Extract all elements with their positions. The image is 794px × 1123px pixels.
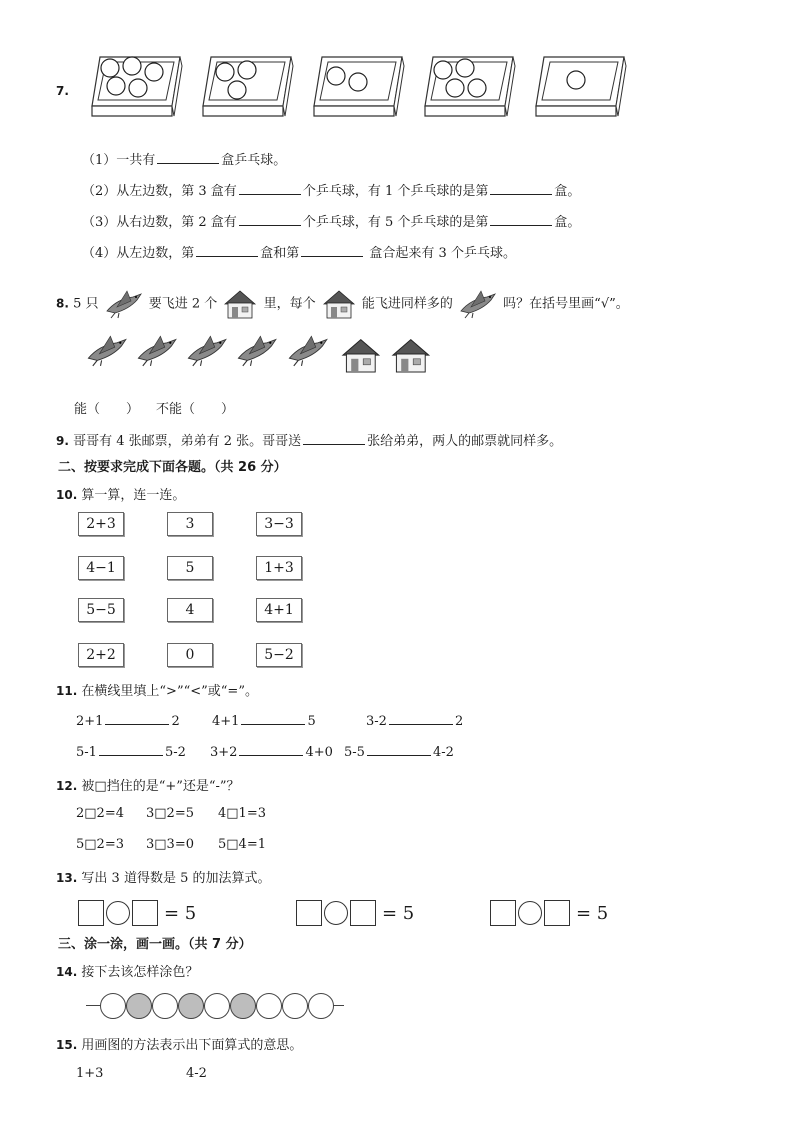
pingpong-ball <box>434 61 452 79</box>
q7-line2: （2）从左边数，第 3 盒有 个乒乓球，有 1 个乒乓球的是第 盒。 <box>82 184 581 199</box>
q11-number: 11. <box>56 684 78 698</box>
answer-square[interactable] <box>544 900 570 926</box>
q14-line: 14. 接下去该怎样涂色？ <box>56 965 199 980</box>
q7-line4: （4）从左边数，第 盒和第 盒合起来有 3 个乒乓球。 <box>82 246 516 261</box>
pingpong-ball <box>327 67 345 85</box>
pingpong-ball <box>238 61 256 79</box>
house-icon <box>388 336 434 378</box>
q8-can[interactable]: 能（ ） <box>74 402 140 417</box>
pingpong-ball <box>446 79 464 97</box>
card-left[interactable]: 4−1 <box>78 556 124 580</box>
q11-item: 5-5 4-2 <box>344 745 454 760</box>
bead-shaded[interactable] <box>178 993 204 1019</box>
pingpong-ball <box>123 57 141 75</box>
pingpong-ball <box>129 79 147 97</box>
section-3-title: 三、涂一涂，画一画。（共 7 分） <box>58 937 252 952</box>
bird-icon <box>84 334 130 374</box>
pingpong-ball <box>456 59 474 77</box>
pingpong-ball <box>567 71 585 89</box>
answer-square[interactable] <box>350 900 376 926</box>
q7-number: 7. <box>56 84 69 98</box>
q8-cannot[interactable]: 不能（ ） <box>156 402 235 417</box>
bird-icon <box>285 334 331 374</box>
bead-row <box>100 993 340 1019</box>
q7-line3: （3）从右边数，第 2 盒有 个乒乓球，有 5 个乒乓球的是第 盒。 <box>82 215 581 230</box>
pingpong-boxes <box>90 52 650 127</box>
card-left[interactable]: 5−5 <box>78 598 124 622</box>
bird-icon <box>457 289 499 319</box>
answer-square[interactable] <box>490 900 516 926</box>
q9-line: 9. 哥哥有 4 张邮票，弟弟有 2 张。哥哥送 张给弟弟，两人的邮票就同样多。 <box>56 434 563 449</box>
bird-icon <box>234 334 280 374</box>
house-icon <box>338 336 384 378</box>
q11-item: 4+1 5 <box>212 714 316 729</box>
card-mid[interactable]: 5 <box>167 556 213 580</box>
bead-empty[interactable] <box>282 993 308 1019</box>
two-houses <box>338 336 434 382</box>
q7-line1: （1）一共有 盒乒乓球。 <box>82 153 287 168</box>
q11-item: 5-1 5-2 <box>76 745 186 760</box>
q11-item: 3+2 4+0 <box>210 745 333 760</box>
card-right[interactable]: 4+1 <box>256 598 302 622</box>
pingpong-ball <box>145 63 163 81</box>
operator-circle[interactable] <box>518 901 542 925</box>
bird-icon <box>103 289 145 319</box>
pingpong-ball <box>107 77 125 95</box>
operator-circle[interactable] <box>324 901 348 925</box>
q15-number: 15. <box>56 1038 78 1052</box>
equation-blank[interactable]: = 5 <box>490 900 608 926</box>
card-left[interactable]: 2+3 <box>78 512 124 536</box>
q13-number: 13. <box>56 871 78 885</box>
pingpong-ball <box>468 79 486 97</box>
q11-line: 11. 在横线里填上“>”“<”或“=”。 <box>56 684 258 699</box>
card-mid[interactable]: 0 <box>167 643 213 667</box>
pingpong-ball <box>349 73 367 91</box>
bird-icon <box>184 334 230 374</box>
pingpong-ball <box>216 63 234 81</box>
q13-line: 13. 写出 3 道得数是 5 的加法算式。 <box>56 871 271 886</box>
pingpong-box <box>92 57 182 116</box>
q11-item: 2+1 2 <box>76 714 180 729</box>
house-icon <box>320 288 358 320</box>
card-right[interactable]: 3−3 <box>256 512 302 536</box>
q12-item: 4□1=3 <box>218 806 266 821</box>
q10-line: 10. 算一算，连一连。 <box>56 488 186 503</box>
bead-empty[interactable] <box>204 993 230 1019</box>
q8-line: 8. 5 只 要飞进 2 个 里，每个 能飞进同样多的 吗？在括号里画“√”。 <box>56 288 629 320</box>
bead-empty[interactable] <box>100 993 126 1019</box>
house-icon <box>221 288 259 320</box>
operator-circle[interactable] <box>106 901 130 925</box>
answer-square[interactable] <box>296 900 322 926</box>
pingpong-ball <box>228 81 246 99</box>
q15-expression: 1+3 <box>76 1066 104 1081</box>
q14-number: 14. <box>56 965 78 979</box>
pingpong-box <box>203 57 293 116</box>
card-mid[interactable]: 3 <box>167 512 213 536</box>
equation-blank[interactable]: = 5 <box>78 900 196 926</box>
q11-item: 3-2 2 <box>366 714 464 729</box>
q12-item: 3□3=0 <box>146 837 194 852</box>
bead-empty[interactable] <box>152 993 178 1019</box>
q9-number: 9. <box>56 434 69 448</box>
answer-square[interactable] <box>78 900 104 926</box>
q12-item: 2□2=4 <box>76 806 124 821</box>
q12-line: 12. 被□挡住的是“+”还是“-”？ <box>56 779 240 794</box>
q15-line: 15. 用画图的方法表示出下面算式的意思。 <box>56 1038 303 1053</box>
bead-shaded[interactable] <box>230 993 256 1019</box>
q12-item: 5□2=3 <box>76 837 124 852</box>
q12-number: 12. <box>56 779 78 793</box>
q15-expression: 4-2 <box>186 1066 207 1081</box>
bird-icon <box>134 334 180 374</box>
q10-number: 10. <box>56 488 78 502</box>
five-birds <box>84 334 331 378</box>
pingpong-ball <box>101 59 119 77</box>
pingpong-box <box>425 57 515 116</box>
bead-empty[interactable] <box>308 993 334 1019</box>
q12-item: 5□4=1 <box>218 837 266 852</box>
section-2-title: 二、按要求完成下面各题。（共 26 分） <box>58 460 287 475</box>
pingpong-box <box>536 57 626 116</box>
card-right[interactable]: 5−2 <box>256 643 302 667</box>
q12-item: 3□2=5 <box>146 806 194 821</box>
q8-number: 8. <box>56 296 69 311</box>
bead-empty[interactable] <box>256 993 282 1019</box>
card-left[interactable]: 2+2 <box>78 643 124 667</box>
bead-shaded[interactable] <box>126 993 152 1019</box>
answer-square[interactable] <box>132 900 158 926</box>
card-mid[interactable]: 4 <box>167 598 213 622</box>
card-right[interactable]: 1+3 <box>256 556 302 580</box>
equation-blank[interactable]: = 5 <box>296 900 414 926</box>
pingpong-box <box>314 57 404 116</box>
